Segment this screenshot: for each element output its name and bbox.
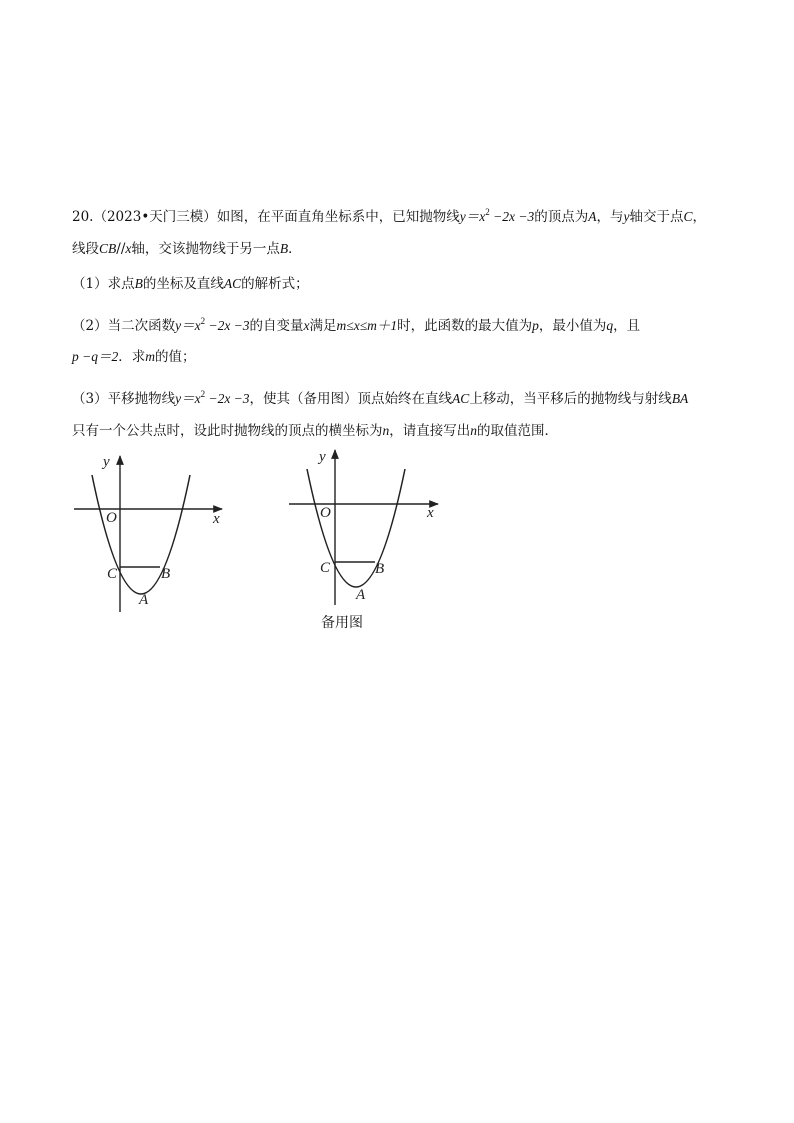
problem-text: 的取值范围． bbox=[477, 423, 558, 439]
point-b-label: B bbox=[161, 566, 171, 582]
point-a-label: A bbox=[139, 592, 149, 608]
range-condition: m≤x≤m＋1 bbox=[336, 318, 398, 333]
y-axis-label: y bbox=[319, 449, 326, 465]
problem-text: 上移动，当平移后的抛物线与射线 bbox=[469, 391, 672, 407]
problem-text: 的顶点为 bbox=[534, 209, 589, 225]
problem-text: （3）平移抛物线 bbox=[72, 391, 176, 407]
problem-text: 只有一个公共点时，设此时抛物线的顶点的横坐标为 bbox=[72, 423, 383, 439]
point-c-label: C bbox=[107, 566, 118, 582]
point-b-label: B bbox=[134, 276, 143, 291]
point-b-label: B bbox=[375, 561, 385, 577]
parallel-symbol: // bbox=[116, 241, 126, 257]
point-c-label: C bbox=[320, 560, 331, 576]
figure-2 bbox=[289, 449, 438, 605]
q-variable: q bbox=[606, 318, 614, 333]
x-axis-label: x bbox=[213, 511, 220, 527]
problem-text: 满足 bbox=[309, 318, 337, 334]
problem-text: 的解析式； bbox=[241, 276, 309, 292]
problem-text: 轴，交该抛物线于另一点 bbox=[131, 241, 280, 257]
figure-caption: 备用图 bbox=[321, 615, 363, 631]
p-variable: p bbox=[532, 318, 539, 333]
origin-label: O bbox=[320, 505, 331, 521]
ray-ba: BA bbox=[671, 391, 689, 406]
x-axis-label: x bbox=[427, 505, 434, 521]
point-b-label: B bbox=[279, 241, 289, 256]
problem-text: 的值； bbox=[155, 349, 196, 365]
problem-text: ． bbox=[288, 241, 302, 257]
problem-text: 的坐标及直线 bbox=[142, 276, 224, 292]
problem-text: 线段 bbox=[72, 241, 99, 257]
x-variable: x bbox=[303, 318, 310, 333]
problem-text: ，使其（备用图）顶点始终在直线 bbox=[249, 391, 453, 407]
point-a-label: A bbox=[588, 209, 597, 224]
problem-text: ，且 bbox=[613, 318, 641, 334]
problem-text: ，请直接写出 bbox=[389, 423, 471, 439]
problem-text: 时，此函数的最大值为 bbox=[397, 318, 533, 334]
segment-cb: CB bbox=[99, 241, 117, 256]
problem-text: （1）求点 bbox=[72, 276, 135, 292]
x-variable: x bbox=[125, 241, 132, 256]
problem-text: 轴交于点 bbox=[629, 209, 684, 225]
y-variable: y bbox=[623, 209, 630, 224]
problem-text: ， bbox=[692, 209, 707, 225]
problem-text: ，最小值为 bbox=[538, 318, 607, 334]
problem-text: ．求 bbox=[118, 349, 146, 365]
problem-text: ，与 bbox=[596, 209, 624, 225]
problem-text: （2）当二次函数 bbox=[72, 318, 176, 334]
point-a-label: A bbox=[356, 587, 366, 603]
point-c-label: C bbox=[683, 209, 693, 224]
problem-text: 20.（2023•天门三模）如图，在平面直角坐标系中，已知抛物线 bbox=[72, 209, 460, 225]
equation: $y=x^2 -2x -3$ bbox=[175, 316, 250, 333]
line-ac: AC bbox=[452, 391, 470, 406]
equation: $y=x^2 -2x -3$ bbox=[459, 207, 535, 224]
condition-equation: p −q＝2 bbox=[72, 349, 119, 364]
problem-text: 的自变量 bbox=[249, 318, 304, 334]
m-variable: m bbox=[145, 349, 155, 364]
n-variable: n bbox=[382, 423, 390, 438]
equation: $y=x^2 -2x -3$ bbox=[175, 389, 250, 406]
y-axis-label: y bbox=[103, 454, 110, 470]
origin-label: O bbox=[106, 510, 117, 526]
n-variable: n bbox=[470, 423, 477, 438]
line-ac: AC bbox=[223, 276, 242, 291]
